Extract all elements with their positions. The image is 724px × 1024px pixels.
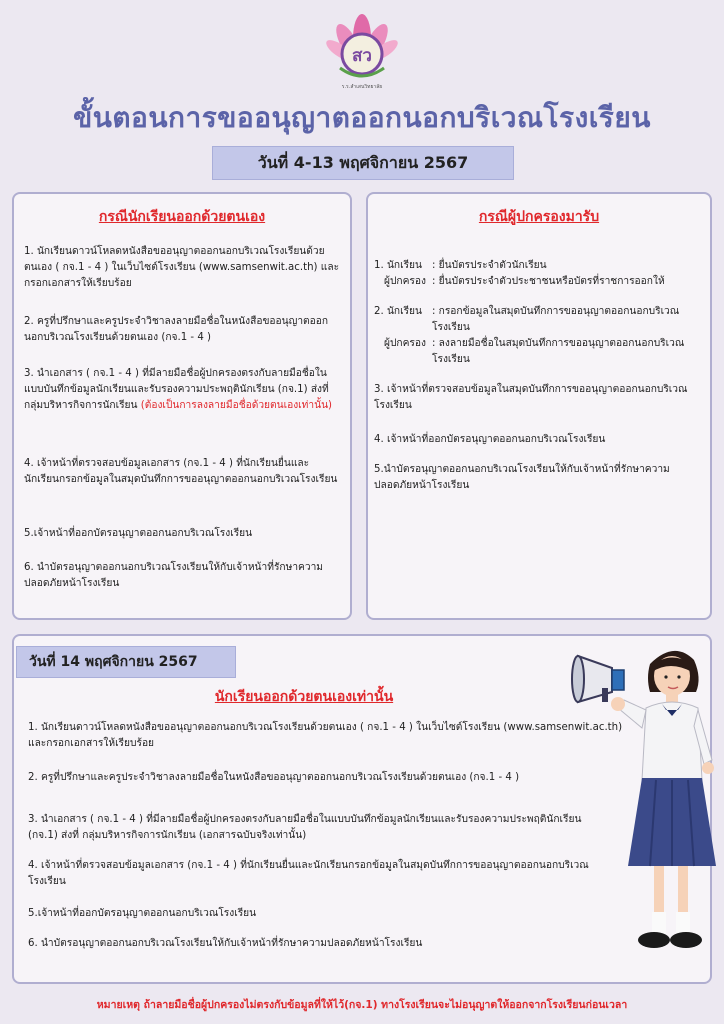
right-step-2-text-student: : กรอกข้อมูลในสมุดบันทึกการขออนุญาตออกนอกบริเวณโรงเรียน xyxy=(432,306,680,333)
left-step-4: 4. เจ้าหน้าที่ตรวจสอบข้อมูลเอกสาร (กจ.1 - 4 ) ที่นักเรียนยื่นและนักเรียนกรอกข้อมูลในสมุดบันทึกการขออนุญาตออกนอกบริเวณโรงเรียน xyxy=(24,458,338,485)
bottom-step-2: 2. ครูที่ปรึกษาและครูประจำวิชาลงลายมือชื่อในหนังสือขออนุญาตออกนอกบริเวณโรงเรียนด้วยตนเอง (กจ.1 - 4 ) xyxy=(28,772,520,783)
right-step-4: 4. เจ้าหน้าที่ออกบัตรอนุญาตออกนอกบริเวณโรงเรียน xyxy=(374,434,606,445)
megaphone-icon xyxy=(572,656,624,702)
right-step-2-text-parent: : ลงลายมือชื่อในสมุดบันทึกการขออนุญาตออกนอกบริเวณโรงเรียน xyxy=(432,338,685,365)
right-step-3: 3. เจ้าหน้าที่ตรวจสอบข้อมูลในสมุดบันทึกการขออนุญาตออกนอกบริเวณโรงเรียน xyxy=(374,384,688,411)
svg-text:สว: สว xyxy=(352,46,372,66)
right-step-5: 5.นำบัตรอนุญาตออกนอกบริเวณโรงเรียนให้กับเจ้าหน้าที่รักษาความปลอดภัยหน้าโรงเรียน xyxy=(374,464,670,491)
bottom-step-1: 1. นักเรียนดาวน์โหลดหนังสือขออนุญาตออกนอกบริเวณโรงเรียนด้วยตนเอง ( กจ.1 - 4 ) ในเว็บไซต์โรงเรียน (www.samsenwit.ac.th) และกรอกเอกสารให้เรียบร้อย xyxy=(28,722,623,749)
school-logo xyxy=(326,8,398,90)
logo-caption: ร.ร.สำเสนวิทยาลัย xyxy=(341,84,383,90)
left-step-3-note: (ต้องเป็นการลงลายมือชื่อด้วยตนเองเท่านั้น) xyxy=(140,400,333,411)
right-step-2-label-student: 2. นักเรียน xyxy=(374,306,422,317)
panel-heading-parent-pickup: กรณีผู้ปกครองมารับ xyxy=(478,209,600,225)
date-banner-top: วันที่ 4-13 พฤศจิกายน 2567 xyxy=(212,146,514,180)
left-step-2: 2. ครูที่ปรึกษาและครูประจำวิชาลงลายมือชื่อในหนังสือขออนุญาตออกนอกบริเวณโรงเรียนด้วยตนเอง (กจ.1 - 4 ) xyxy=(24,316,329,343)
panel-parent-pickup xyxy=(366,192,712,620)
student-megaphone-illustration xyxy=(566,630,716,974)
right-step-1-label-student: 1. นักเรียน xyxy=(374,260,422,271)
panel-student-self xyxy=(12,192,352,620)
left-step-6: 6. นำบัตรอนุญาตออกนอกบริเวณโรงเรียนให้กับเจ้าหน้าที่รักษาความปลอดภัยหน้าโรงเรียน xyxy=(24,562,324,589)
panel-heading-student-self: กรณีนักเรียนออกด้วยตนเอง xyxy=(98,209,266,225)
footer-note: หมายเหตุ ถ้าลายมือชื่อผู้ปกครองไม่ตรงกับข้อมูลที่ให้ไว้(กจ.1) ทางโรงเรียนจะไม่อนุญาตให้ออกจากโรงเรียนก่อนเวลา xyxy=(96,999,628,1011)
panel-heading-student-only: นักเรียนออกด้วยตนเองเท่านั้น xyxy=(214,689,394,705)
left-step-1: 1. นักเรียนดาวน์โหลดหนังสือขออนุญาตออกนอกบริเวณโรงเรียนด้วยตนเอง ( กจ.1 - 4 ) ในเว็บไซต์โรงเรียน (www.samsenwit.ac.th) และกรอกเอกสารให้เรียบร้อย xyxy=(24,246,340,289)
girl-figure-icon xyxy=(611,651,716,948)
date-banner-bottom: วันที่ 14 พฤศจิกายน 2567 xyxy=(16,646,236,678)
left-step-5: 5.เจ้าหน้าที่ออกบัตรอนุญาตออกนอกบริเวณโรงเรียน xyxy=(24,528,253,539)
right-step-1-label-parent: ผู้ปกครอง xyxy=(384,276,426,287)
bottom-step-4: 4. เจ้าหน้าที่ตรวจสอบข้อมูลเอกสาร (กจ.1 - 4 ) ที่นักเรียนยื่นและนักเรียนกรอกข้อมูลในสมุดบันทึกการขออนุญาตออกนอกบริเวณโรงเรียน xyxy=(28,860,589,887)
right-step-2-label-parent: ผู้ปกครอง xyxy=(384,338,426,349)
bottom-step-5: 5.เจ้าหน้าที่ออกบัตรอนุญาตออกนอกบริเวณโรงเรียน xyxy=(28,908,257,919)
right-step-1-text-student: : ยื่นบัตรประจำตัวนักเรียน xyxy=(432,260,547,271)
left-step-3-text: 3. นำเอกสาร ( กจ.1 - 4 ) ที่มีลายมือชื่อผู้ปกครองตรงกับลายมือชื่อในแบบบันทึกข้อมูลนักเรียนและรับรองความประพฤตินักเรียน (กจ.1) ส่งที่ กลุ่มบริหารกิจการนักเรียน xyxy=(24,368,329,411)
bottom-step-3: 3. นำเอกสาร ( กจ.1 - 4 ) ที่มีลายมือชื่อผู้ปกครองตรงกับลายมือชื่อในแบบบันทึกข้อมูลนักเรียนและรับรองความประพฤตินักเรียน (กจ.1) ส่งที่ กลุ่มบริหารกิจการนักเรียน (เอกสารฉบับจริงเท่านั้น) xyxy=(28,814,582,841)
page-title: ขั้นตอนการขออนุญาตออกนอกบริเวณโรงเรียน xyxy=(73,101,651,134)
right-step-1 xyxy=(374,258,708,290)
bottom-step-6: 6. นำบัตรอนุญาตออกนอกบริเวณโรงเรียนให้กับเจ้าหน้าที่รักษาความปลอดภัยหน้าโรงเรียน xyxy=(28,938,423,949)
left-step-3 xyxy=(24,366,344,414)
right-step-2 xyxy=(374,304,698,368)
right-step-1-text-parent: : ยื่นบัตรประจำตัวประชาชนหรือบัตรที่ราชการออกให้ xyxy=(432,276,665,287)
